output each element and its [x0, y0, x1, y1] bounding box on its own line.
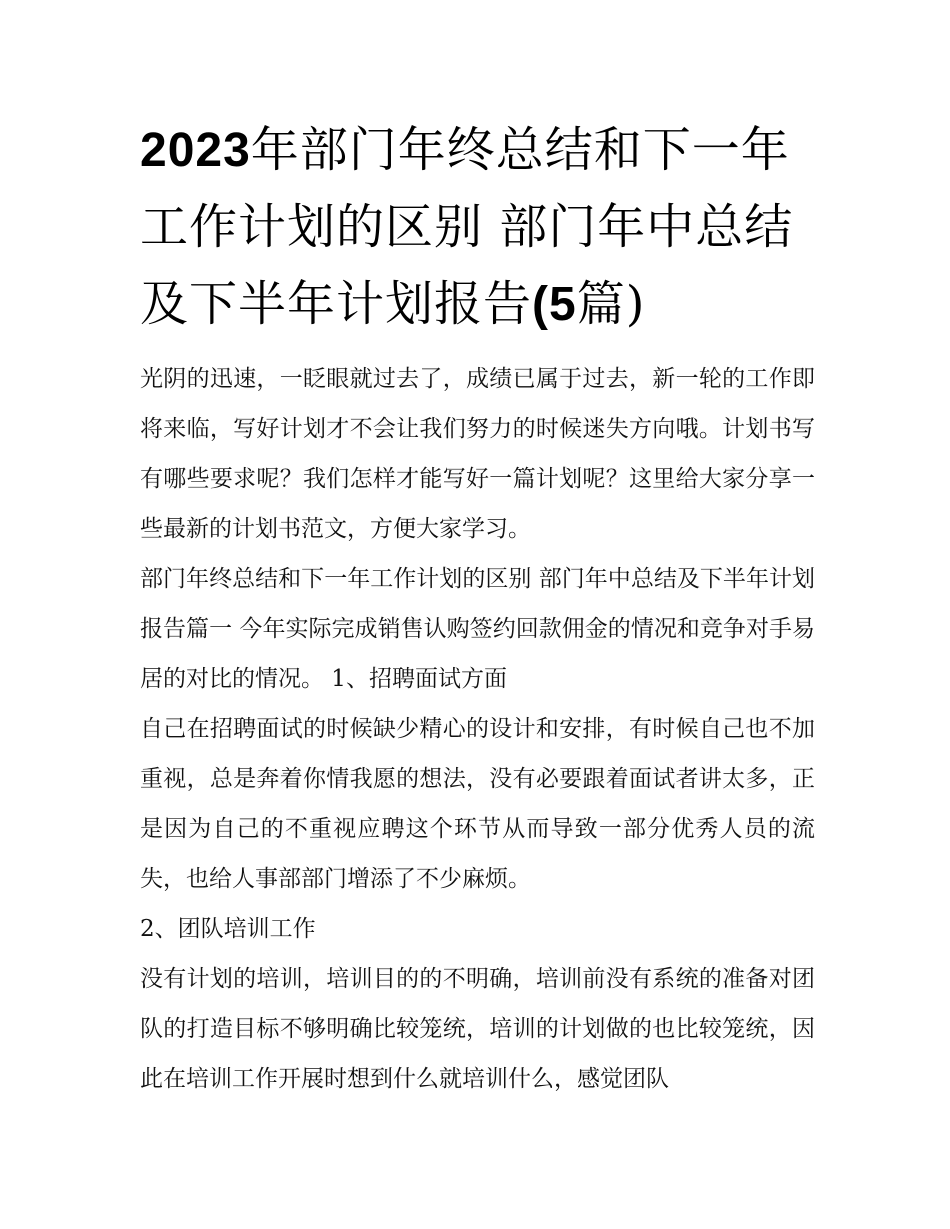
document-title [140, 112, 815, 343]
title-main-text: 年部门年终总结和下一年工作计划的区别 部门年中总结及下半年计划报告 [140, 122, 794, 332]
team-training-paragraph: 没有计划的培训，培训目的的不明确，培训前没有系统的准备对团队的打造目标不够明确比较笼统，培训的计划做的也比较笼统，因此在培训工作开展时想到什么就培训什么，感觉团队 [140, 966, 815, 1092]
section-one-heading-paragraph: 部门年终总结和下一年工作计划的区别 部门年中总结及下半年计划报告篇一 今年实际完成销售认购签约回款佣金的情况和竞争对手易居的对比的情况。 1、招聘面试方面 [140, 566, 815, 692]
document-body [140, 354, 815, 1104]
intro-paragraph: 光阴的迅速，一眨眼就过去了，成绩已属于过去，新一轮的工作即将来临，写好计划才不会让我们努力的时候迷失方向哦。计划书写有哪些要求呢？我们怎样才能写好一篇计划呢？这里给大家分享一些最新的计划书范文，方便大家学习。 [140, 366, 815, 542]
title-year: 2023 [140, 124, 251, 177]
team-training-heading: 2、团队培训工作 [140, 916, 316, 942]
document-page [140, 112, 815, 1104]
title-count-open: (5 [532, 278, 577, 331]
recruitment-paragraph: 自己在招聘面试的时候缺少精心的设计和安排，有时候自己也不加重视，总是奔着你情我愿的想法，没有必要跟着面试者讲太多，正是因为自己的不重视应聘这个环节从而导致一部分优秀人员的流失，也给人事部部门增添了不少麻烦。 [140, 716, 815, 892]
title-count-close: 篇) [576, 276, 646, 332]
